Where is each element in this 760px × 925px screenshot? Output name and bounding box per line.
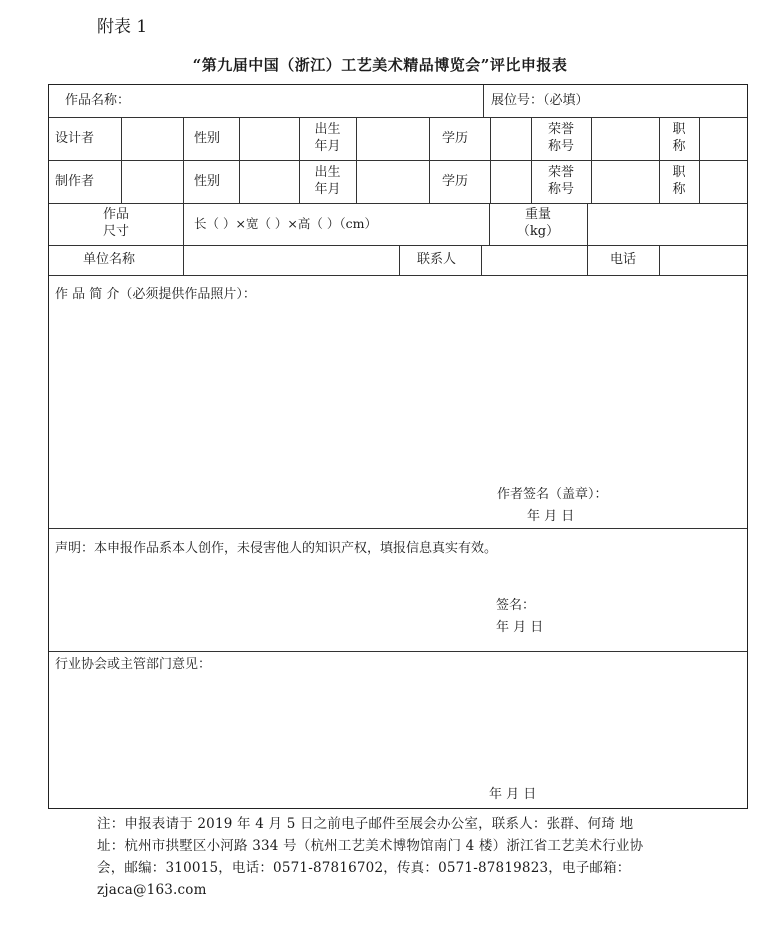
col-line	[591, 117, 592, 203]
application-form-table	[48, 84, 748, 809]
birth-label-line2: 年月	[314, 182, 341, 197]
col-line	[587, 203, 588, 245]
row-line	[49, 528, 747, 529]
designer-label: 设计者	[55, 131, 95, 146]
author-signature-date: 年 月 日	[527, 509, 575, 524]
signature-label: 签名：	[496, 598, 536, 613]
row-line	[49, 651, 747, 652]
declaration-text: 声明：本申报作品系本人创作，未侵害他人的知识产权，填报信息真实有效。	[55, 541, 498, 556]
form-title: “第九届中国（浙江）工艺美术精品博览会”评比申报表	[192, 56, 568, 74]
job-title-label	[659, 164, 699, 198]
col-line	[183, 117, 184, 275]
appendix-label: 附表 1	[97, 17, 148, 37]
work-name-label: 作品名称：	[65, 93, 131, 108]
col-line	[356, 117, 357, 203]
job-title-label-line1: 职	[672, 165, 686, 180]
gender-label: 性别	[194, 131, 221, 146]
weight-label-line2: （kg）	[516, 224, 560, 239]
birth-label-line1: 出生	[314, 165, 341, 180]
birth-label	[299, 121, 356, 155]
association-opinion-label: 行业协会或主管部门意见：	[55, 657, 212, 672]
col-line	[239, 117, 240, 203]
education-label: 学历	[442, 131, 469, 146]
birth-label-line2: 年月	[314, 139, 341, 154]
col-line	[121, 117, 122, 203]
col-line	[490, 117, 491, 203]
job-title-label-line1: 职	[672, 122, 686, 137]
job-title-label-line2: 称	[672, 182, 686, 197]
honor-label-line1: 荣誉	[547, 165, 574, 180]
gender-label: 性别	[194, 174, 221, 189]
author-signature-label: 作者签名（盖章）：	[497, 487, 608, 502]
size-value: 长（ ）×宽（ ）×高（ ）（cm）	[194, 216, 377, 231]
size-label-line1: 作品	[102, 207, 129, 222]
honor-label	[531, 164, 591, 198]
weight-label	[489, 206, 587, 240]
size-label	[49, 206, 183, 240]
col-line	[481, 245, 482, 275]
col-line	[483, 85, 484, 117]
weight-label-line1: 重量	[524, 207, 551, 222]
row-line	[49, 117, 747, 118]
size-label-line2: 尺寸	[102, 224, 129, 239]
submission-notes: 注：申报表请于 2019 年 4 月 5 日之前电子邮件至展会办公室，联系人：张群、何琦 地址：杭州市拱墅区小河路 334 号（杭州工艺美术博物馆南门 4 楼）浙江省工艺美术行业协会，邮编：310015，电话：0571-87816702，传真：0571-87819823，电子邮箱：zjaca@163.com	[97, 816, 644, 898]
contact-person-label: 联系人	[417, 252, 457, 267]
job-title-label-line2: 称	[672, 139, 686, 154]
birth-label-line1: 出生	[314, 122, 341, 137]
row-line	[49, 275, 747, 276]
honor-label-line2: 称号	[547, 139, 574, 154]
col-line	[399, 245, 400, 275]
honor-label-line1: 荣誉	[547, 122, 574, 137]
col-line	[659, 245, 660, 275]
association-date: 年 月 日	[489, 787, 537, 802]
birth-label	[299, 164, 356, 198]
unit-name-label: 单位名称	[83, 252, 136, 267]
maker-label: 制作者	[55, 174, 95, 189]
job-title-label	[659, 121, 699, 155]
honor-label	[531, 121, 591, 155]
row-line	[49, 245, 747, 246]
education-label: 学历	[442, 174, 469, 189]
row-line	[49, 160, 747, 161]
col-line	[587, 245, 588, 275]
booth-label: 展位号：（必填）	[491, 93, 589, 108]
work-intro-label: 作 品 简 介（必须提供作品照片）：	[55, 287, 256, 302]
signature-date: 年 月 日	[496, 620, 544, 635]
phone-label: 电话	[610, 252, 637, 267]
row-line	[49, 203, 747, 204]
col-line	[429, 117, 430, 203]
honor-label-line2: 称号	[547, 182, 574, 197]
col-line	[699, 117, 700, 203]
